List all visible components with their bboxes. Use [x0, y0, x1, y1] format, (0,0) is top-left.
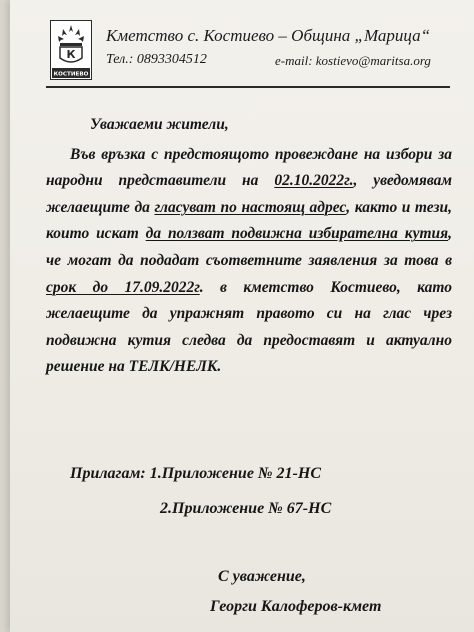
mobile-ballot-box-phrase: да ползват подвижна избирателна кутия	[145, 225, 449, 243]
office-phone: Тел.: 0893304512	[106, 52, 207, 67]
attachments-label: Прилагам:	[70, 465, 146, 482]
paragraph-text-5: . в кметство Костиево, като желаещите да упражнят правото си на глас чрез подвижна кутия следва да предоставят и актуално решение на ТЕЛК/НЕЛК.	[46, 278, 452, 376]
paragraph-text-1: Във връзка с предстоящото провеждане на избори за народни представители на	[46, 145, 452, 190]
attachment-item-2: 2.Приложение № 67-НС	[160, 500, 332, 517]
deadline-date: срок до 17.09.2022г	[46, 278, 200, 296]
letter-paragraph	[46, 142, 452, 381]
signature-line: Георги Калоферов-кмет	[210, 598, 382, 615]
paragraph-text-2: , уведомявам желаещите да	[46, 172, 453, 216]
paragraph-text-4: , че могат да подадат съответните заявления за това в	[46, 225, 452, 269]
attachment-item-1: 1.Приложение № 21-НС	[149, 465, 321, 482]
closing-regards: С уважение,	[218, 568, 306, 585]
attachments-block	[70, 456, 331, 526]
letter-body	[46, 112, 452, 381]
letter-sheet	[10, 0, 474, 632]
election-date: 02.10.2022г.	[274, 172, 354, 190]
letter-greeting: Уважаеми жители,	[90, 116, 229, 133]
municipal-crest-icon	[50, 20, 92, 80]
paragraph-text-3: , както и тези, които искат	[46, 198, 453, 243]
vote-at-address-phrase: гласуват по настоящ адрес	[154, 198, 347, 216]
office-email: e-mail: kostievo@maritsa.org	[275, 53, 431, 68]
letterhead-divider	[46, 86, 450, 88]
closing-block	[210, 562, 381, 622]
letterhead	[50, 20, 450, 82]
crest-caption: КОСТИЕВО	[53, 71, 89, 78]
attachment-line-1	[70, 456, 331, 491]
office-title: Кметство с. Костиево – Община „Марица“	[106, 26, 431, 45]
crest-letter: К	[66, 48, 76, 61]
